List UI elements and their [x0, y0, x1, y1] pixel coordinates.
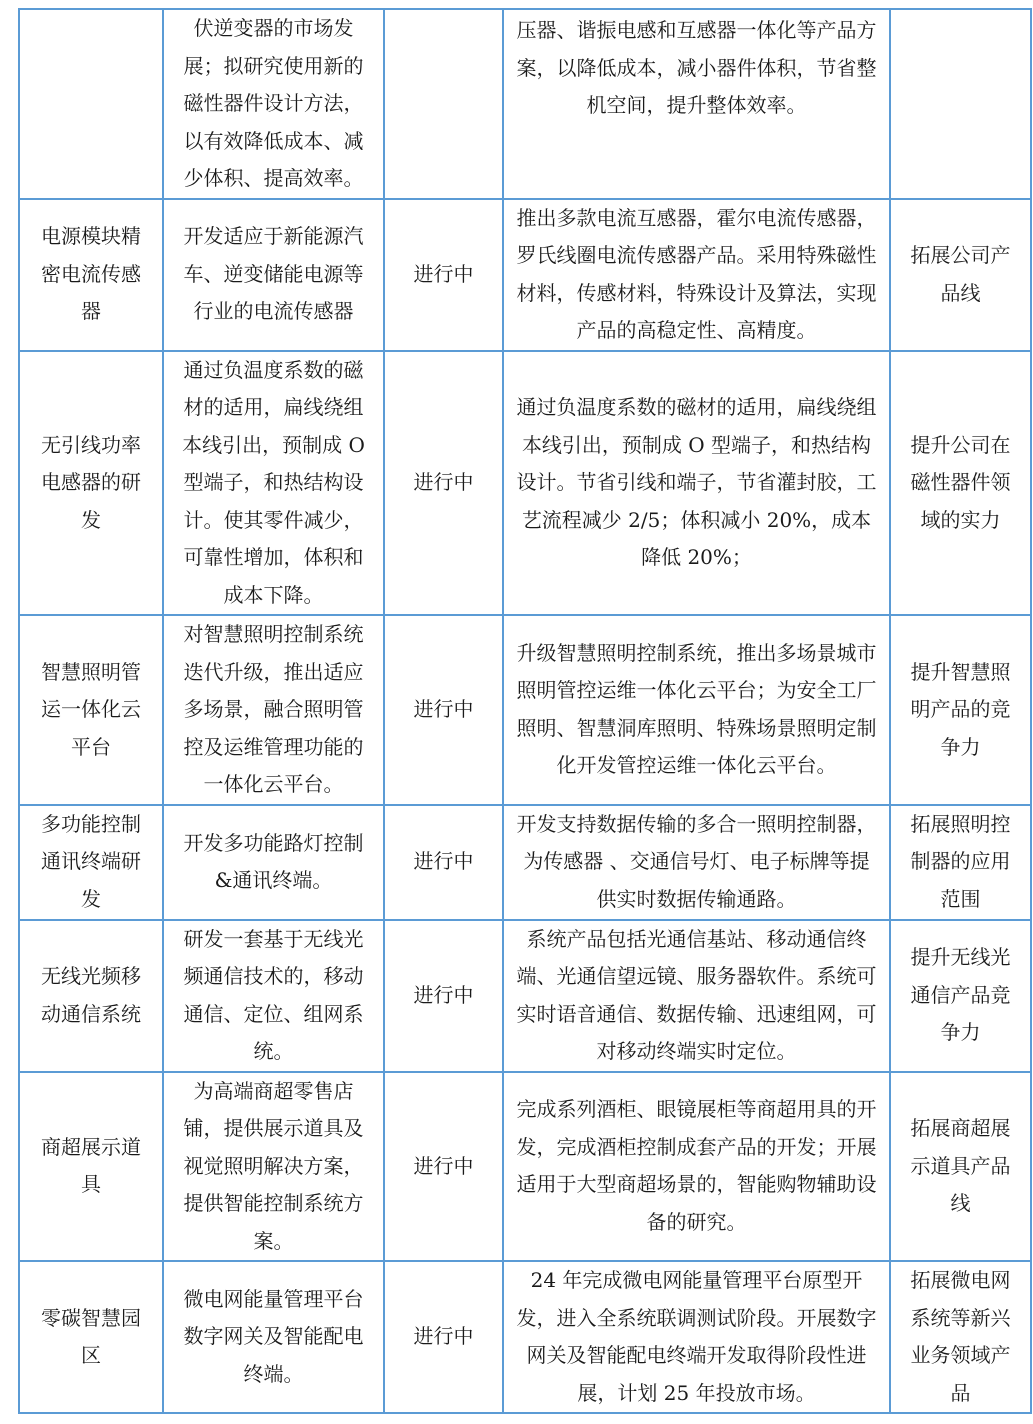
project-goal: 通过负温度系数的磁材的适用，扁线绕组本线引出，预制成 O 型端子，和热结构设计。使其零件减少，可靠性增加，体积和成本下降。: [163, 351, 384, 616]
project-status: 进行中: [384, 1261, 503, 1413]
project-result: 推出多款电流互感器，霍尔电流传感器，罗氏线圈电流传感器产品。采用特殊磁性材料，传感材料，特殊设计及算法，实现产品的高稳定性、高精度。: [503, 199, 890, 351]
project-impact: [890, 9, 1031, 199]
project-name: 商超展示道具: [19, 1072, 163, 1262]
project-status: 进行中: [384, 1072, 503, 1262]
project-result: 24 年完成微电网能量管理平台原型开发，进入全系统联调测试阶段。开展数字网关及智能配电终端开发取得阶段性进展，计划 25 年投放市场。: [503, 1261, 890, 1413]
project-name: 零碳智慧园区: [19, 1261, 163, 1413]
project-status: [384, 9, 503, 199]
table-row: [19, 920, 1031, 1072]
project-result: 完成系列酒柜、眼镜展柜等商超用具的开发，完成酒柜控制成套产品的开发；开展适用于大型商超场景的，智能购物辅助设备的研究。: [503, 1072, 890, 1262]
project-impact: 提升公司在磁性器件领域的实力: [890, 351, 1031, 616]
table-row: [19, 1072, 1031, 1262]
project-impact: 拓展照明控制器的应用范围: [890, 805, 1031, 920]
project-goal: 研发一套基于无线光频通信技术的，移动通信、定位、组网系统。: [163, 920, 384, 1072]
project-result: 开发支持数据传输的多合一照明控制器，为传感器 、交通信号灯、电子标牌等提供实时数据传输通路。: [503, 805, 890, 920]
project-goal: 对智慧照明控制系统迭代升级，推出适应多场景，融合照明管控及运维管理功能的一体化云平台。: [163, 615, 384, 805]
project-name: [19, 9, 163, 199]
project-impact: 拓展商超展示道具产品线: [890, 1072, 1031, 1262]
project-result: 通过负温度系数的磁材的适用，扁线绕组本线引出，预制成 O 型端子，和热结构设计。节省引线和端子，节省灌封胶，工艺流程减少 2/5；体积减小 20%，成本降低 20%；: [503, 351, 890, 616]
table-row: [19, 351, 1031, 616]
project-impact: 提升无线光通信产品竞争力: [890, 920, 1031, 1072]
project-name: 多功能控制通讯终端研发: [19, 805, 163, 920]
project-goal: 为高端商超零售店铺，提供展示道具及视觉照明解决方案，提供智能控制系统方案。: [163, 1072, 384, 1262]
table-row: [19, 805, 1031, 920]
project-impact: 拓展公司产品线: [890, 199, 1031, 351]
table-row: [19, 199, 1031, 351]
project-result: 系统产品包括光通信基站、移动通信终端、光通信望远镜、服务器软件。系统可实时语音通信、数据传输、迅速组网，可对移动终端实时定位。: [503, 920, 890, 1072]
rd-projects-table: [18, 8, 1032, 1414]
project-status: 进行中: [384, 351, 503, 616]
project-impact: 拓展微电网系统等新兴业务领域产品: [890, 1261, 1031, 1413]
project-impact: 提升智慧照明产品的竞争力: [890, 615, 1031, 805]
project-status: 进行中: [384, 199, 503, 351]
project-name: 电源模块精密电流传感器: [19, 199, 163, 351]
table-row: [19, 1261, 1031, 1413]
project-status: 进行中: [384, 615, 503, 805]
project-name: 智慧照明管运一体化云平台: [19, 615, 163, 805]
project-goal: 开发适应于新能源汽车、逆变储能电源等行业的电流传感器: [163, 199, 384, 351]
project-name: 无引线功率电感器的研发: [19, 351, 163, 616]
project-result: 升级智慧照明控制系统，推出多场景城市照明管控运维一体化云平台；为安全工厂照明、智慧洞库照明、特殊场景照明定制化开发管控运维一体化云平台。: [503, 615, 890, 805]
table-row: [19, 615, 1031, 805]
project-status: 进行中: [384, 805, 503, 920]
project-status: 进行中: [384, 920, 503, 1072]
project-goal: 微电网能量管理平台数字网关及智能配电终端。: [163, 1261, 384, 1413]
project-result: 压器、谐振电感和互感器一体化等产品方案，以降低成本，减小器件体积，节省整机空间，提升整体效率。: [503, 9, 890, 199]
project-name: 无线光频移动通信系统: [19, 920, 163, 1072]
project-goal: 开发多功能路灯控制&通讯终端。: [163, 805, 384, 920]
table-row: [19, 9, 1031, 199]
project-goal: 伏逆变器的市场发展；拟研究使用新的磁性器件设计方法，以有效降低成本、减少体积、提高效率。: [163, 9, 384, 199]
